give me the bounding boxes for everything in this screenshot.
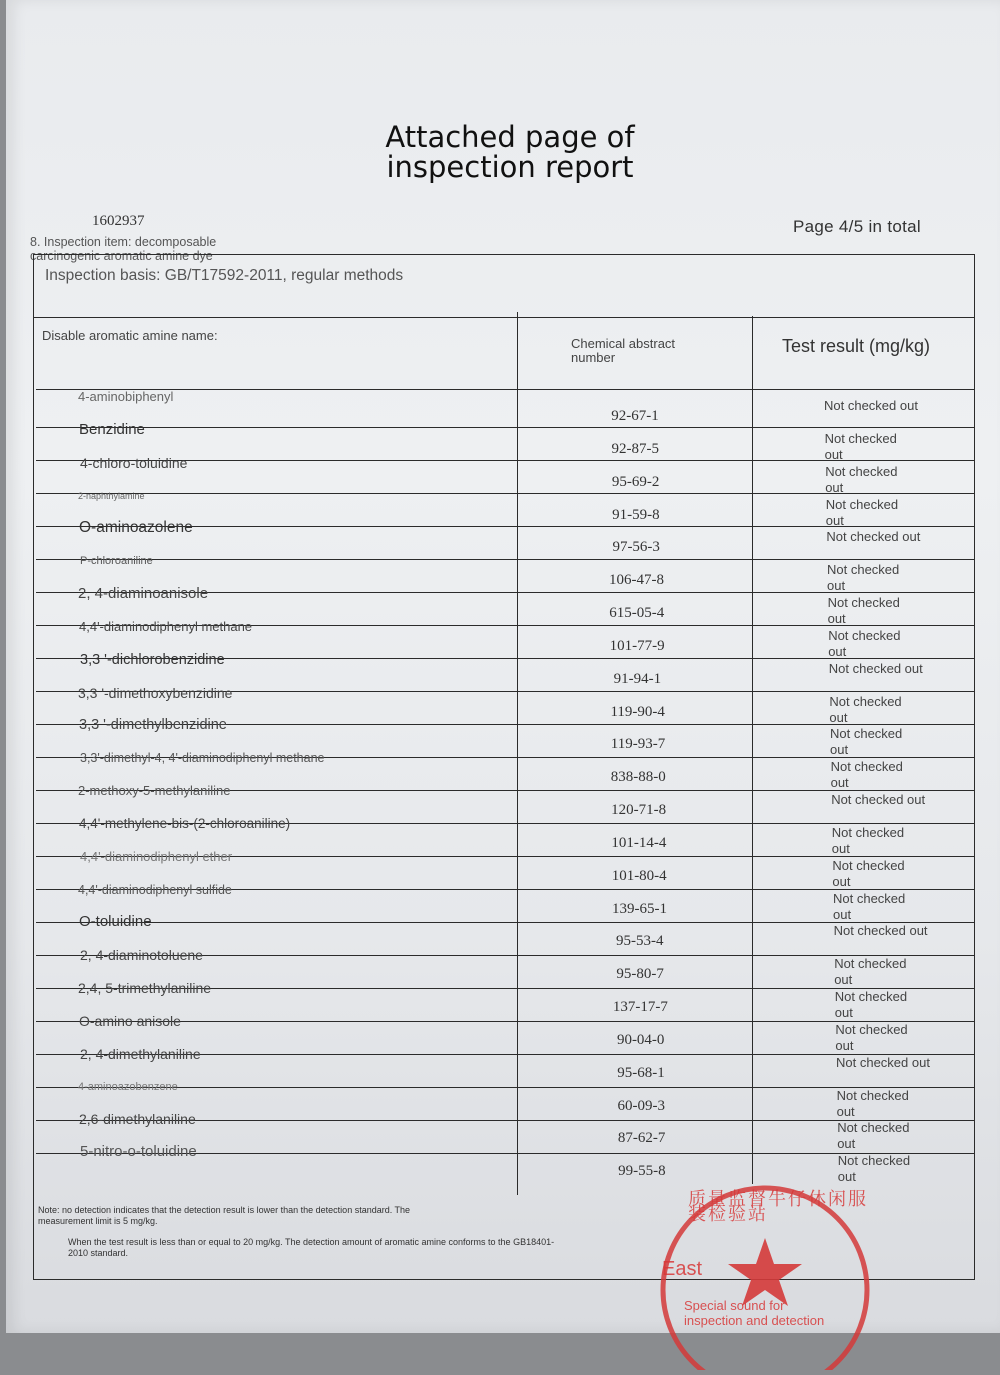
- test-result: Not checked out: [829, 693, 902, 725]
- cas-number: 838-88-0: [610, 769, 666, 786]
- test-result: Not checked out: [836, 1087, 909, 1119]
- amine-name: 3,3'-dimethyl-4, 4'-diaminodiphenyl methane: [80, 751, 325, 766]
- test-result: Not checked out: [830, 759, 903, 791]
- page-indicator: Page 4/5 in total: [793, 217, 921, 236]
- seal-chinese-text: 质量监督牛仔休闲服装检验站: [688, 1189, 868, 1224]
- test-result: Not checked out: [833, 890, 906, 922]
- cas-number: 120-71-8: [611, 802, 667, 818]
- inspection-seal: [650, 1170, 880, 1370]
- cas-number: 106-47-8: [609, 572, 664, 589]
- amine-name: 4-chloro-toluidine: [80, 454, 188, 471]
- test-result: Not checked out: [824, 398, 918, 413]
- title-line-2: inspection report: [386, 150, 634, 184]
- column-header-name: Disable aromatic amine name:: [42, 328, 218, 343]
- test-result: Not checked out: [837, 1120, 910, 1152]
- note-standard: When the test result is less than or equal to 20 mg/kg. The detection amount of aromatic amine conforms to the GB18401-2010 standard.: [68, 1237, 555, 1258]
- seal-east: East: [662, 1258, 703, 1280]
- amine-name: 2,4, 5-trimethylaniline: [78, 980, 212, 996]
- amine-name: 3,3 '-dimethoxybenzidine: [78, 684, 233, 701]
- cas-number: 99-55-8: [618, 1163, 666, 1180]
- amine-name: O-aminoazolene: [79, 519, 193, 537]
- inspection-basis: Inspection basis: GB/T17592-2011, regular methods: [45, 267, 404, 284]
- test-result: Not checked out: [831, 824, 905, 856]
- amine-name: 2, 4-diaminotoluene: [80, 947, 203, 964]
- test-result: Not checked out: [834, 956, 907, 988]
- test-result: Not checked out: [835, 1021, 908, 1053]
- seal-special: Special sound for inspection and detection: [684, 1298, 825, 1328]
- amine-name: O-toluidine: [79, 913, 152, 931]
- test-result: Not checked out: [837, 1153, 911, 1185]
- test-result: Not checked out: [831, 792, 926, 807]
- test-result: Not checked out: [827, 562, 900, 594]
- test-result: Not checked out: [825, 496, 899, 528]
- cas-number: 95-80-7: [616, 966, 664, 983]
- test-result: Not checked out: [827, 595, 900, 626]
- cas-number: 95-68-1: [617, 1064, 665, 1081]
- test-result: Not checked out: [836, 1054, 930, 1070]
- amine-name: 2,6-dimethylaniline: [79, 1111, 196, 1128]
- test-result: Not checked out: [826, 529, 921, 545]
- cas-number: 87-62-7: [617, 1130, 666, 1147]
- amine-name: Benzidine: [79, 420, 145, 438]
- cas-number: 615-05-4: [609, 605, 665, 621]
- amine-name: 2, 4-dimethylaniline: [80, 1045, 201, 1062]
- test-result: Not checked out: [828, 660, 923, 676]
- amine-name: P-chloroaniline: [80, 555, 153, 568]
- amine-name: 4,4'-diaminodiphenyl ether: [80, 848, 233, 864]
- cas-number: 91-59-8: [612, 506, 660, 523]
- amine-name: O-amino anisole: [79, 1012, 181, 1029]
- amine-name: 3,3 '-dimethylbenzidine: [79, 717, 227, 734]
- amine-name: 4,4'-methylene-bis-(2-chloroaniline): [79, 815, 291, 831]
- column-divider-1: [517, 312, 518, 1195]
- table-basis-rule: [34, 317, 974, 318]
- cas-number: 97-56-3: [612, 539, 660, 556]
- column-header-cas: Chemical abstract number: [571, 336, 676, 365]
- test-result: Not checked out: [833, 923, 928, 939]
- test-result: Not checked out: [830, 726, 903, 758]
- cas-number: 95-69-2: [611, 473, 660, 490]
- column-header-result: Test result (mg/kg): [782, 336, 931, 356]
- cas-number: 137-17-7: [612, 999, 668, 1015]
- amine-name: 2, 4-diaminoanisole: [78, 585, 209, 602]
- cas-number: 91-94-1: [613, 670, 662, 687]
- cas-number: 92-67-1: [611, 408, 659, 424]
- amine-name: 4,4'-diaminodiphenyl sulfide: [78, 882, 232, 897]
- report-number: 1602937: [92, 213, 145, 229]
- cas-number: 60-09-3: [617, 1097, 666, 1114]
- cas-number: 119-90-4: [610, 703, 665, 720]
- cas-number: 92-87-5: [611, 440, 660, 457]
- amine-name: 4-aminoazobenzene: [78, 1080, 178, 1093]
- test-result: Not checked out: [832, 857, 905, 889]
- note-detection: Note: no detection indicates that the detection result is lower than the detection standard. The measurement limit is 5 mg/kg.: [38, 1205, 411, 1226]
- amine-name: 2-naphthylamine: [78, 490, 145, 501]
- amine-name: 4-aminobiphenyl: [78, 389, 174, 404]
- cas-number: 101-14-4: [611, 834, 667, 851]
- cas-number: 139-65-1: [612, 900, 667, 917]
- inspection-item: 8. Inspection item: decomposable carcinogenic aromatic amine dye: [30, 235, 217, 263]
- test-result: Not checked out: [824, 430, 897, 462]
- test-result: Not checked out: [834, 989, 908, 1020]
- cas-number: 90-04-0: [616, 1031, 665, 1048]
- cas-number: 119-93-7: [610, 736, 666, 753]
- cas-number: 95-53-4: [616, 933, 664, 950]
- test-result: Not checked out: [825, 463, 898, 495]
- test-result: Not checked out: [828, 627, 901, 659]
- amine-name: 5-nitro-o-toluidine: [80, 1143, 197, 1161]
- cas-number: 101-80-4: [611, 867, 667, 884]
- amine-name: 4,4'-diaminodiphenyl methane: [79, 618, 253, 634]
- amine-name: 2-methoxy-5-methylaniline: [78, 783, 231, 798]
- title-line-1: Attached page of: [385, 120, 635, 154]
- cas-number: 101-77-9: [609, 637, 665, 654]
- amine-name: 3,3 '-dichlorobenzidine: [80, 651, 225, 668]
- page-title: [340, 122, 680, 182]
